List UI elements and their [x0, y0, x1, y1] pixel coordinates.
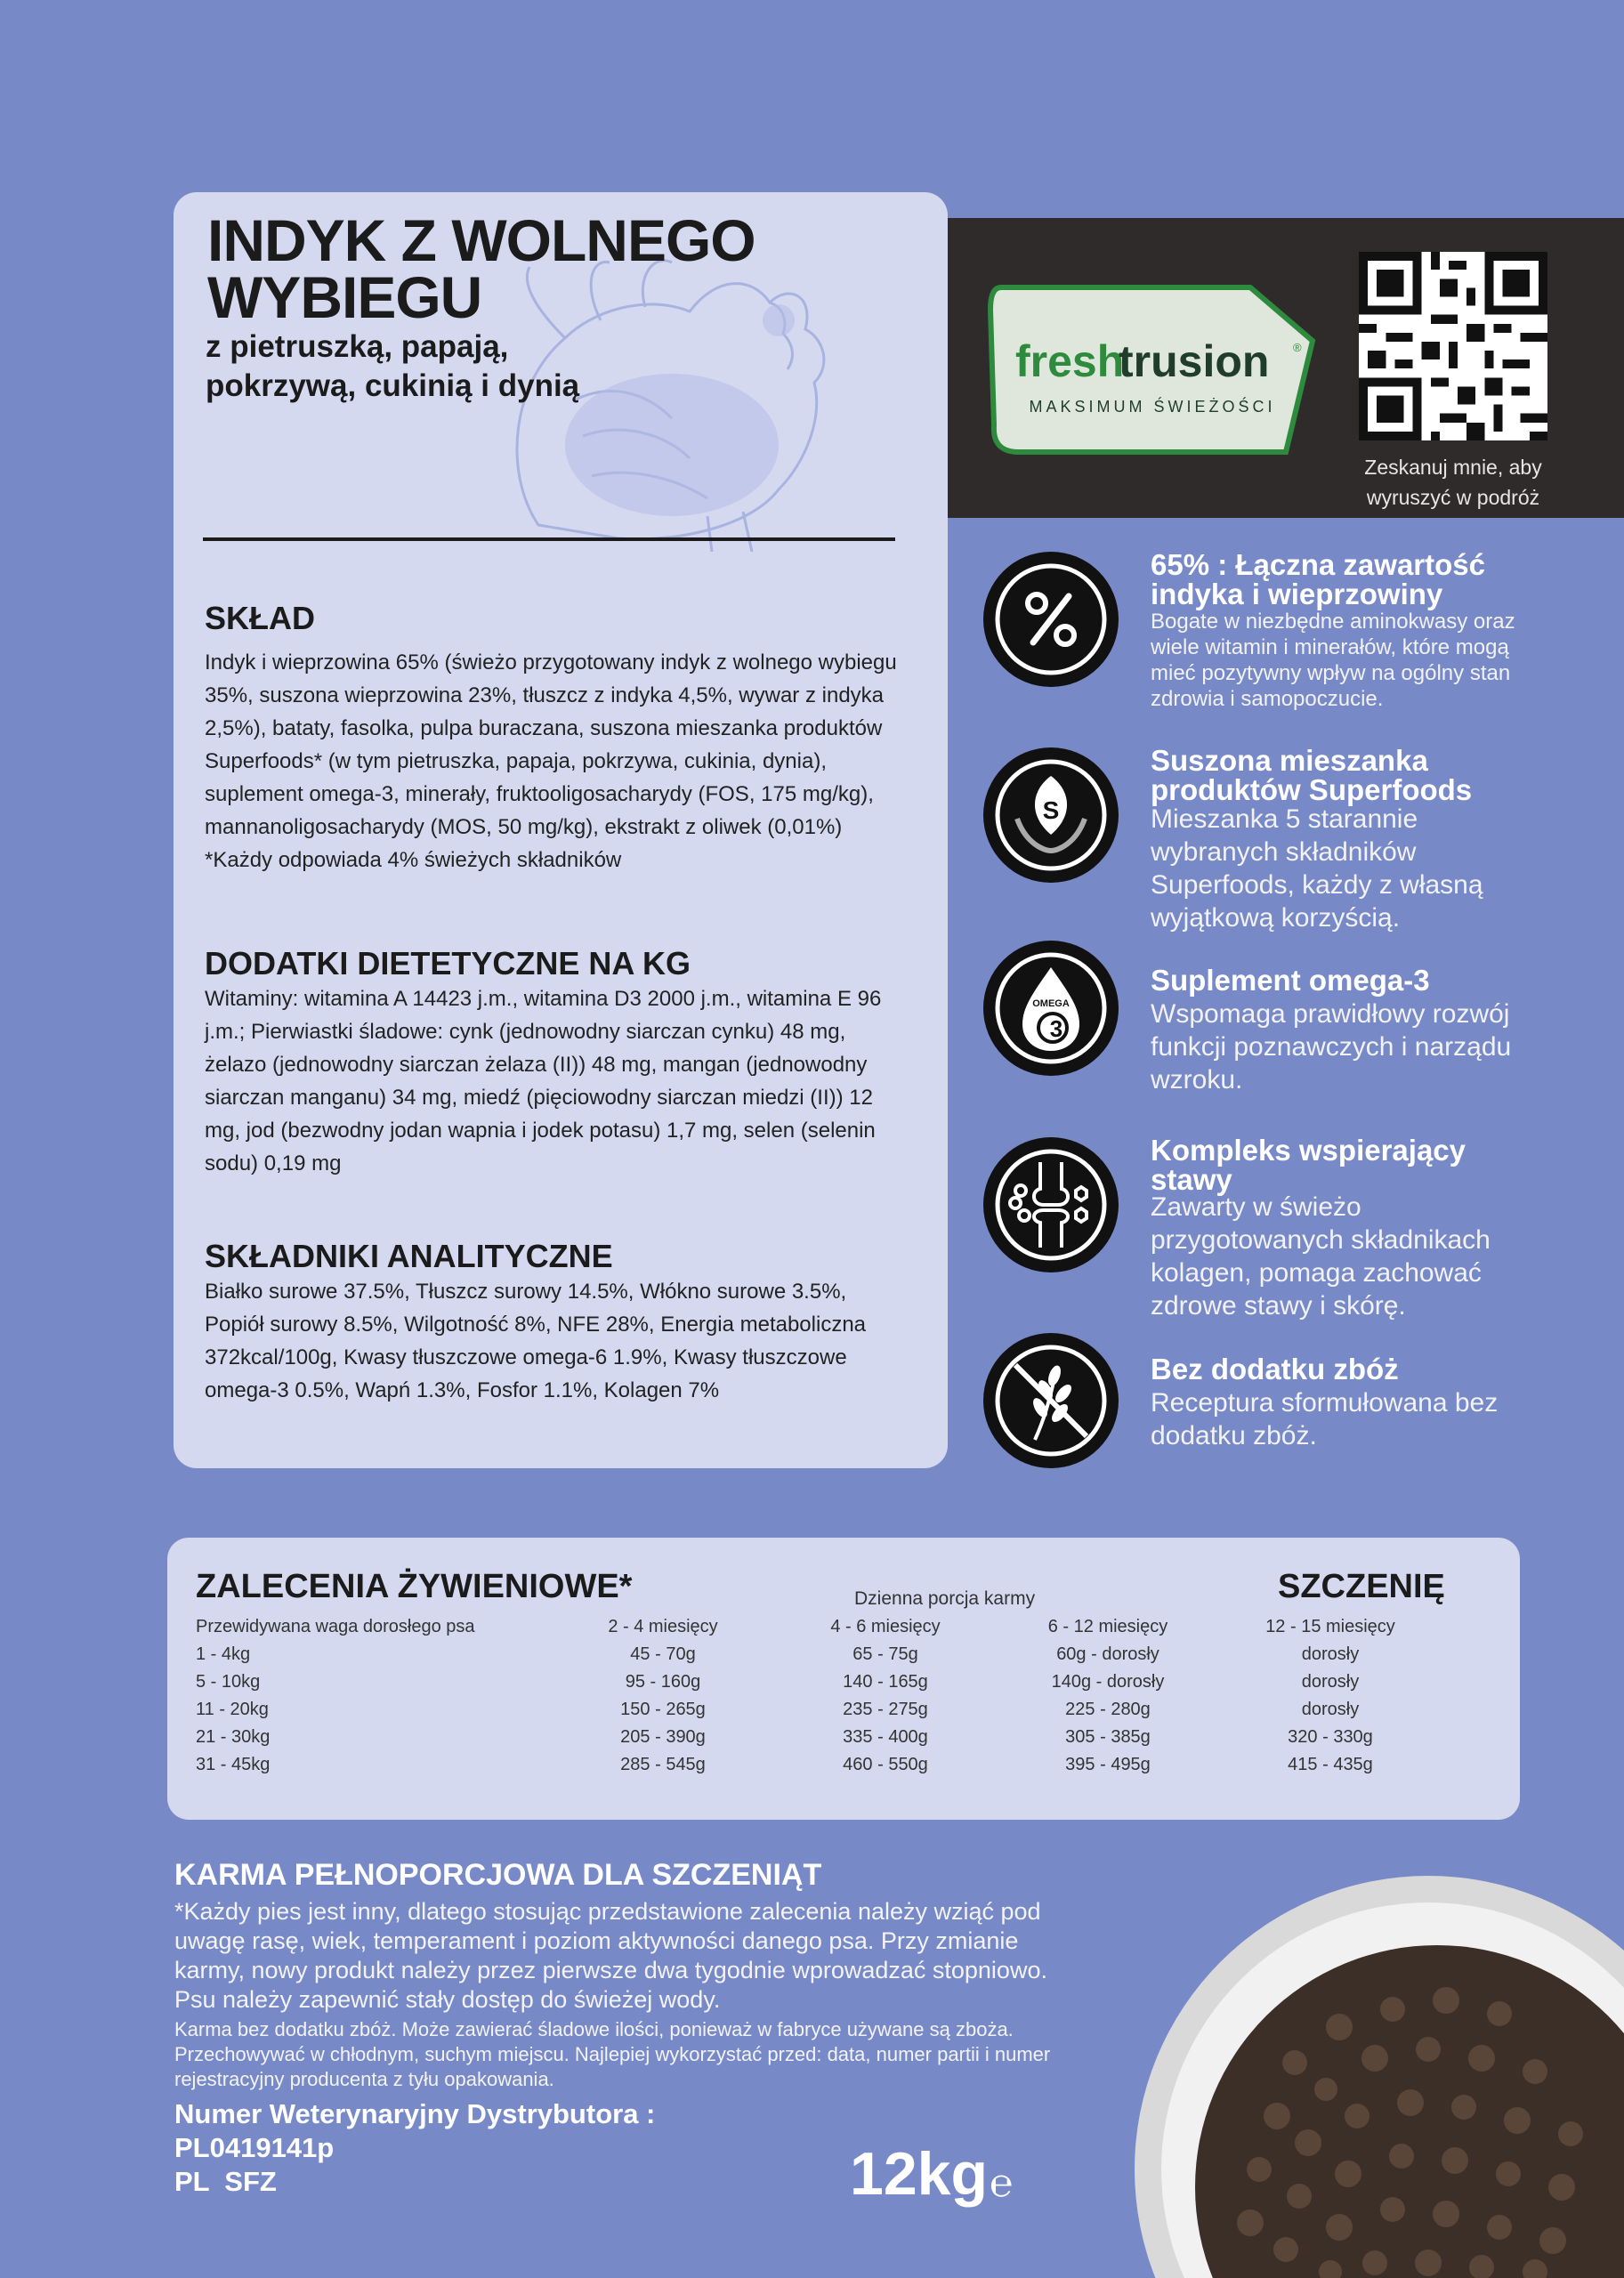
vet-code: PL SFZ: [174, 2166, 277, 2197]
table-cell: dorosły: [1301, 1672, 1360, 1692]
table-cell: 60g - dorosły: [1056, 1644, 1159, 1664]
table-row: [196, 1724, 1442, 1751]
additives-text: Witaminy: witamina A 14423 j.m., witamina D3 2000 j.m., witamina E 96 j.m.; Pierwiastki śladowe: cynk (jednowodny siarczan cynku) 48 mg, żelazo (jednowodny siarczan żelaza (II)) 48 mg, mangan (jednowodny siarczan manganu) 34 mg, miedź (pięciowodny siarczan miedzi (II)) 12 mg, jod (bezwodny jodan wapnia i jodek potasu) 1,7 mg, selen (selenin sodu) 0,19 mg: [205, 987, 882, 1175]
net-weight: 12kg: [850, 2140, 988, 2208]
table-cell: 285 - 545g: [620, 1755, 706, 1774]
svg-text:S: S: [1042, 796, 1060, 824]
table-cell: 205 - 390g: [620, 1727, 706, 1747]
table-cell: 31 - 45kg: [196, 1755, 271, 1774]
logo-registered: ®: [1293, 341, 1302, 354]
logo-tagline: MAKSIMUM ŚWIEŻOŚCI: [1029, 398, 1276, 416]
footer-storage: Karma bez dodatku zbóż. Może zawierać śladowe ilości, ponieważ w fabryce używane są zboża. Przechowywać w chłodnym, suchym miejscu. Najlepiej wykorzystać przed: data, numer partii i numer rejestracyjny producenta z tyłu opakowania.: [174, 2018, 1051, 2090]
omega-icon-label: OMEGA: [1032, 998, 1070, 1009]
superfoods-leaf-icon: [982, 746, 1120, 885]
logo-trusion: trusion: [1119, 336, 1270, 386]
feature-joints-text: Zawarty w świeżo przygotowanych składnikach kolagen, pomaga zachować zdrowe stawy i skórę.: [1151, 1192, 1491, 1321]
table-cell: dorosły: [1301, 1644, 1360, 1664]
omega-icon-number: 3: [1049, 1015, 1063, 1042]
table-row: [196, 1641, 1442, 1668]
product-title: [207, 207, 884, 330]
feature-omega-text: Wspomaga prawidłowy rozwój funkcji poznawczych i narządu wzroku.: [1151, 999, 1512, 1095]
logo-fresh: fresh: [1015, 336, 1125, 386]
feeding-col-weight: Przewidywana waga dorosłego psa: [196, 1617, 475, 1636]
omega-drop-icon: [982, 939, 1120, 1078]
qr-caption-line2: wyruszyć w podróż: [1366, 486, 1540, 509]
product-subtitle-line1: z pietruszką, papają,: [206, 329, 509, 364]
table-row: [196, 1751, 1442, 1779]
table-cell: 5 - 10kg: [196, 1672, 261, 1692]
table-cell: 21 - 30kg: [196, 1727, 271, 1747]
table-row: [196, 1696, 1442, 1724]
composition-footnote: *Każdy odpowiada 4% świeżych składników: [205, 848, 622, 872]
estimated-sign: ℮: [990, 2161, 1014, 2205]
feeding-col-age: 2 - 4 miesięcy: [608, 1617, 718, 1636]
composition-text: [205, 646, 908, 876]
qr-caption: [1335, 452, 1571, 513]
table-cell: 140g - dorosły: [1051, 1672, 1165, 1692]
qr-code[interactable]: [1359, 252, 1547, 440]
table-cell: 1 - 4kg: [196, 1644, 251, 1664]
table-cell: 95 - 160g: [625, 1672, 701, 1692]
table-cell: 225 - 280g: [1065, 1700, 1151, 1719]
table-cell: 320 - 330g: [1288, 1727, 1373, 1747]
feeding-puppy-label: SZCZENIĘ: [1278, 1568, 1445, 1605]
table-cell: 235 - 275g: [843, 1700, 928, 1719]
product-title-line2: WYBIEGU: [207, 264, 482, 330]
product-title-line1: INDYK Z WOLNEGO: [207, 207, 755, 273]
feature-grain-free-title: Bez dodatku zbóż: [1151, 1353, 1399, 1385]
footer-note: *Każdy pies jest inny, dlatego stosując przedstawione zalecenia należy wziąć pod uwagę rasę, wiek, temperament i poziom aktywności danego psa. Przy zmianie karmy, nowy produkt należy przez pierwsze dwa tygodnie wprowadzać stopniowo. Psu należy zapewnić stały dostęp do świeżej wody.: [174, 1898, 1047, 2013]
table-cell: 11 - 20kg: [196, 1700, 269, 1719]
feature-superfoods-title: Suszona mieszanka produktów Superfoods: [1151, 744, 1473, 806]
feature-joints-title: Kompleks wspierający stawy: [1151, 1134, 1466, 1196]
composition-body: Indyk i wieprzowina 65% (świeżo przygotowany indyk z wolnego wybiegu 35%, suszona wieprzowina 23%, tłuszcz z indyka 4,5%, wywar z indyka 2,5%), bataty, fasolka, pulpa buraczana, suszona mieszanka produktów Superfoods* (w tym pietruszka, papaja, pokrzywa, cukinia, dynia), suplement omega-3, minerały, fruktooligosacharydy (FOS, 175 mg/kg), mannanoligosacharydy (MOS, 50 mg/kg), ekstrakt z oliwek (0,01%): [205, 650, 897, 839]
composition-heading: SKŁAD: [205, 600, 315, 636]
table-cell: 150 - 265g: [620, 1700, 706, 1719]
table-cell: 45 - 70g: [630, 1644, 696, 1664]
table-row: [196, 1668, 1442, 1696]
table-cell: 65 - 75g: [852, 1644, 918, 1664]
table-cell: 460 - 550g: [843, 1755, 928, 1774]
feeding-table-header: [196, 1613, 1442, 1641]
title-divider: [203, 537, 895, 541]
feeding-daily-label: Dzienna porcja karmy: [854, 1588, 1036, 1609]
feeding-col-age: 12 - 15 miesięcy: [1265, 1617, 1395, 1636]
vet-label: Numer Weterynaryjny Dystrybutora :: [174, 2098, 656, 2129]
table-cell: 335 - 400g: [843, 1727, 928, 1747]
analytical-heading: SKŁADNIKI ANALITYCZNE: [205, 1238, 613, 1274]
feeding-col-age: 4 - 6 miesięcy: [830, 1617, 941, 1636]
feeding-table: [196, 1613, 1442, 1779]
additives-heading: DODATKI DIETETYCZNE NA KG: [205, 945, 691, 981]
feature-protein-title: 65% : Łączna zawartość indyka i wieprzowiny: [1151, 548, 1485, 610]
feature-protein-text: Bogate w niezbędne aminokwasy oraz wiele witamin i minerałów, które mogą mieć pozytywny wpływ na ogólny stan zdrowia i samopoczucie.: [1151, 610, 1515, 711]
feature-superfoods-text: Mieszanka 5 starannie wybranych składników Superfoods, każdy z własną wyjątkową korzyścią.: [1151, 804, 1483, 933]
table-cell: 415 - 435g: [1288, 1755, 1373, 1774]
feeding-col-age: 6 - 12 miesięcy: [1047, 1617, 1168, 1636]
table-cell: 140 - 165g: [843, 1672, 928, 1692]
product-subtitle: [206, 327, 668, 406]
table-cell: dorosły: [1301, 1700, 1360, 1719]
feeding-title: ZALECENIA ŻYWIENIOWE*: [196, 1568, 633, 1605]
table-cell: 305 - 385g: [1065, 1727, 1151, 1747]
freshtrusion-logo: [983, 270, 1321, 467]
vet-number: PL0419141p: [174, 2132, 335, 2163]
no-grain-icon: [982, 1331, 1120, 1470]
qr-caption-line1: Zeskanuj mnie, aby: [1364, 456, 1542, 479]
feature-grain-free-text: Receptura sformułowana bez dodatku zbóż.: [1151, 1388, 1499, 1450]
product-subtitle-line2: pokrzywą, cukinią i dynią: [206, 368, 580, 403]
percent-icon: [982, 550, 1120, 689]
food-bowl-image: [1117, 1858, 1624, 2278]
joint-icon: [982, 1135, 1120, 1274]
footer-heading: KARMA PEŁNOPORCJOWA DLA SZCZENIĄT: [174, 1858, 822, 1892]
table-cell: 395 - 495g: [1065, 1755, 1151, 1774]
vet-info: [174, 2097, 655, 2199]
feature-omega-title: Suplement omega-3: [1151, 964, 1430, 997]
analytical-text: Białko surowe 37.5%, Tłuszcz surowy 14.5%, Włókno surowe 3.5%, Popiół surowy 8.5%, Wilgotność 8%, NFE 28%, Energia metaboliczna 372kcal/100g, Kwasy tłuszczowe omega-6 1.9%, Kwasy tłuszczowe omega-3 0.5%, Wapń 1.3%, Fosfor 1.1%, Kolagen 7%: [205, 1280, 867, 1402]
